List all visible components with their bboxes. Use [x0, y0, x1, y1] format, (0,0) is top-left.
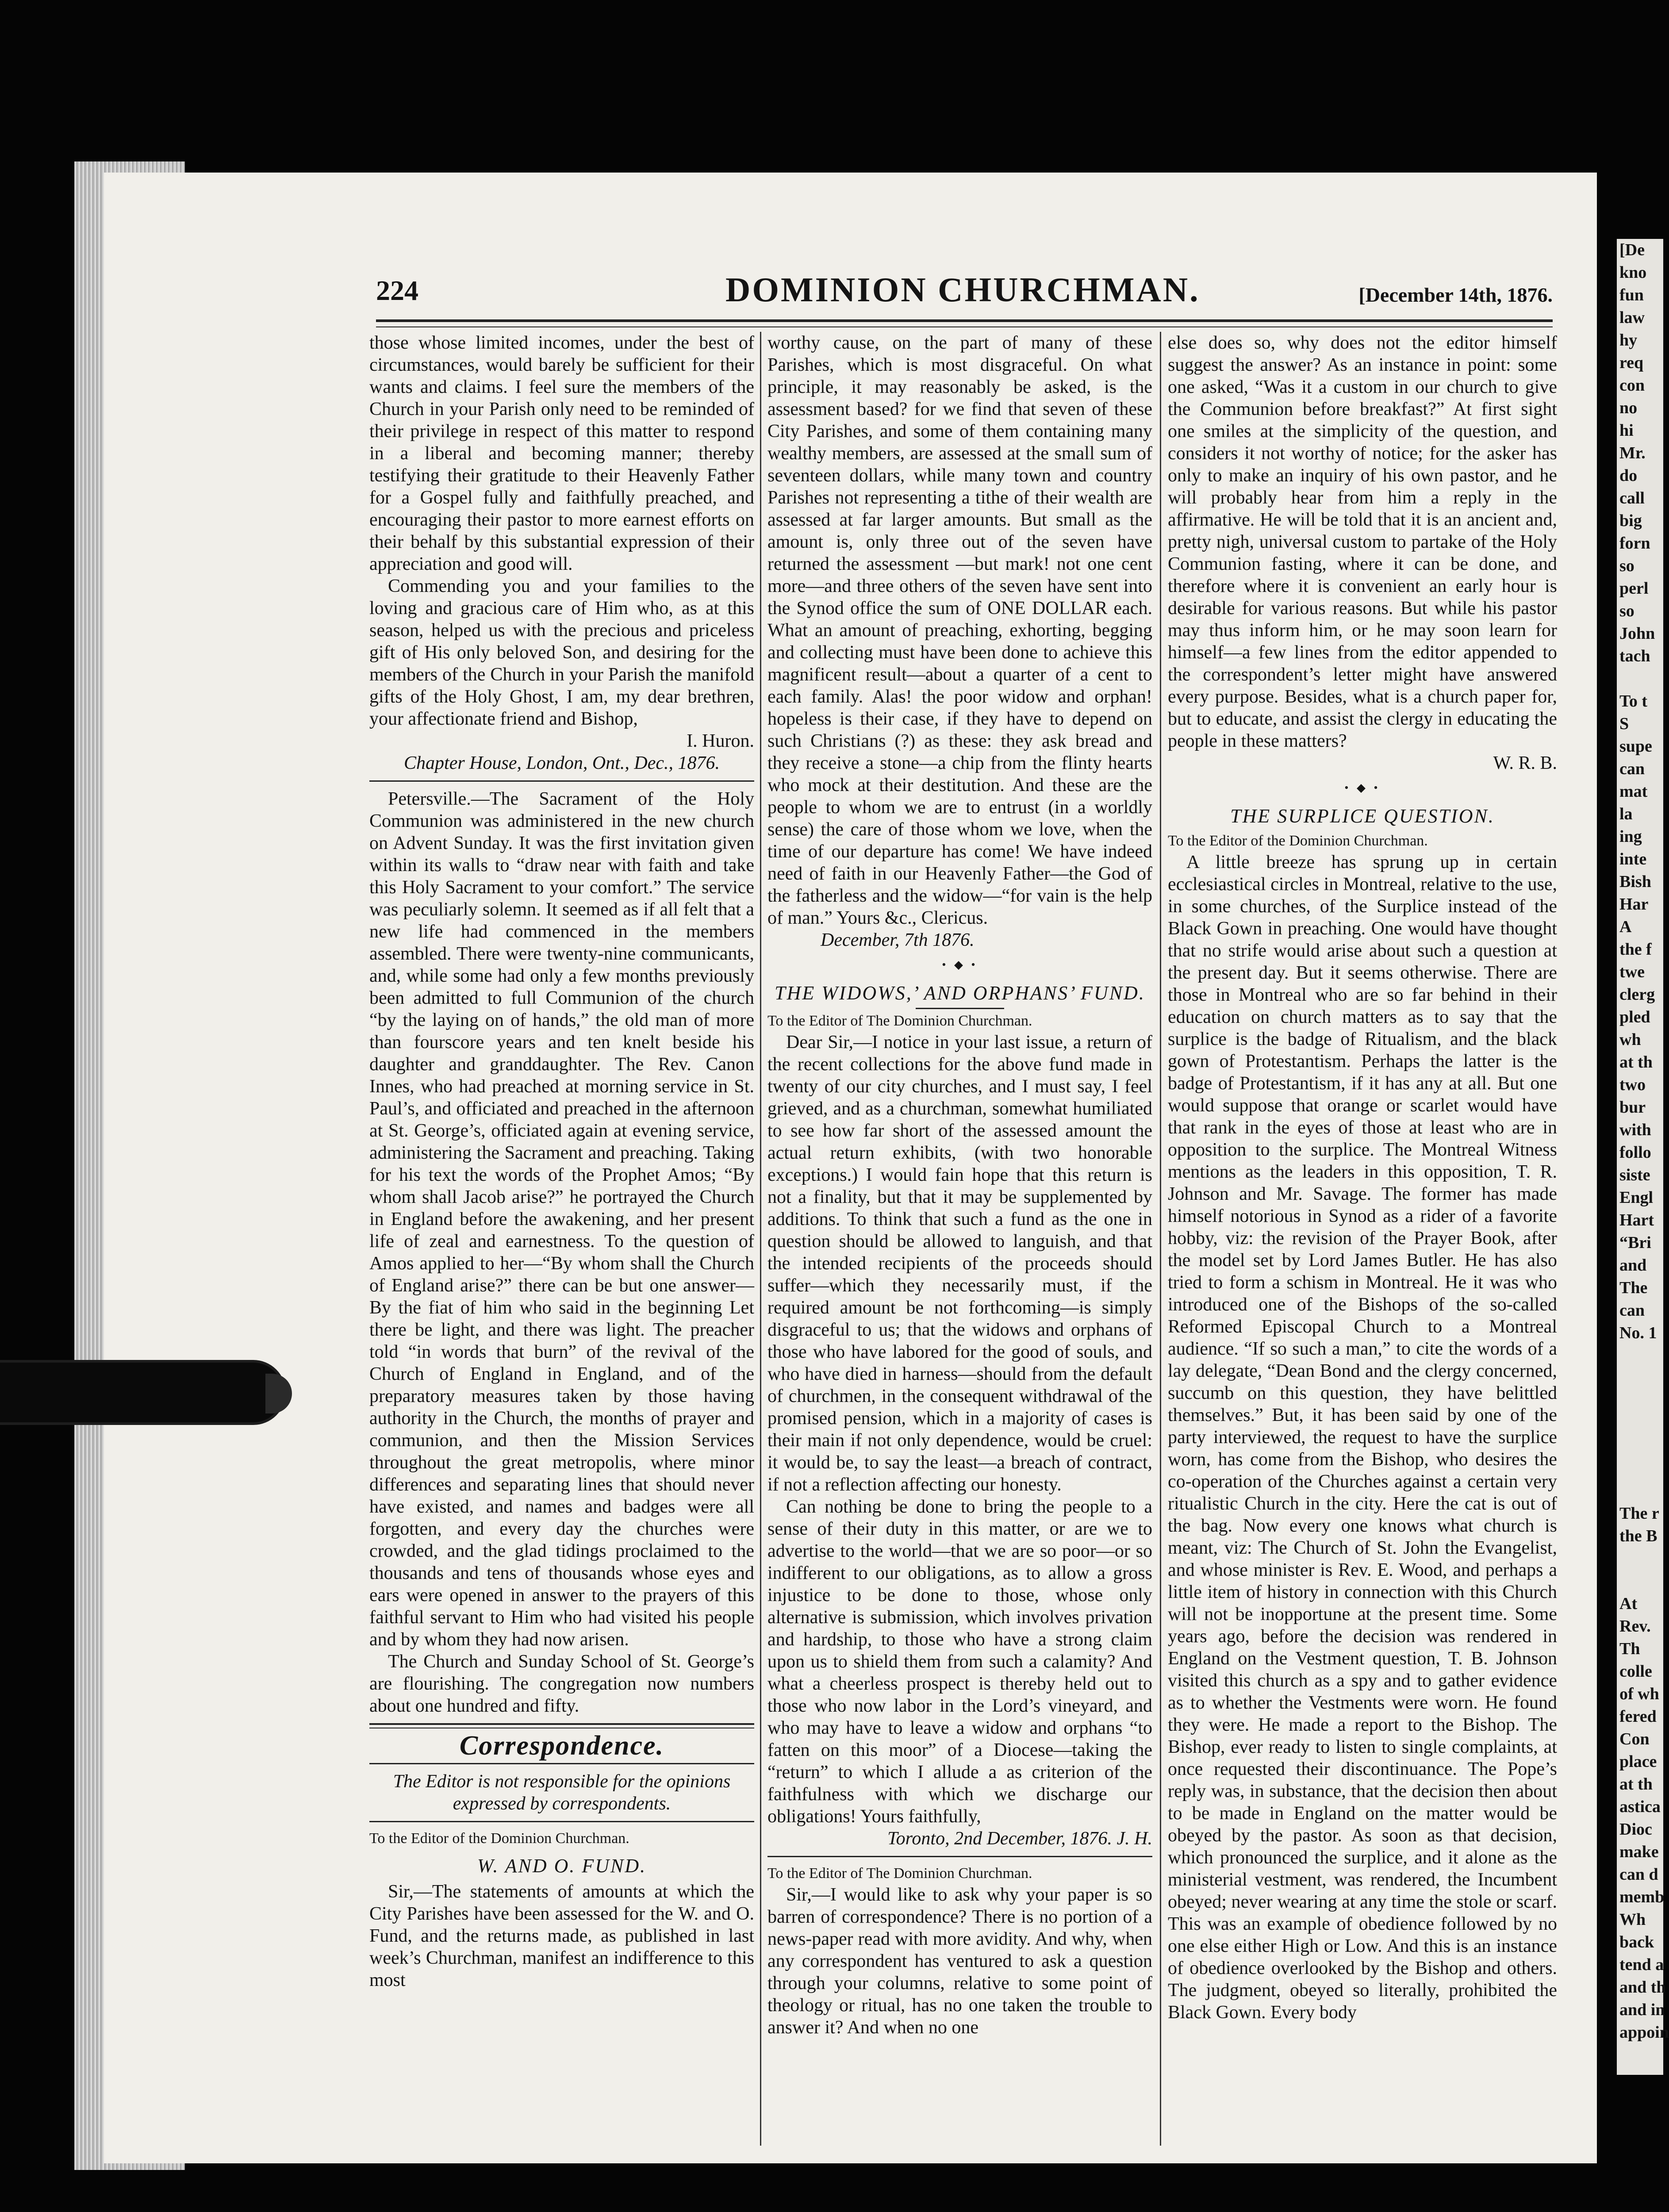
wo-fund-continuation: worthy cause, on the part of many of these Parishes, which is most disgraceful. On what principle, it may reasonably be asked, is the assessment based? for we find that seven of these City Parishes, and some of them containing many wealthy members, are assessed at the small sum of seventeen dollars, while many town and country Parishes not representing a tithe of their wealth are assessed at far larger amounts. But small as the amount is, only three out of the seven have returned the assessment —but mark! not one cent more—and three others of the seven have sent into the Synod office the sum of ONE DOLLAR each. What an amount of preaching, exhorting, begging and collecting must have been done to achieve this magnificent result—about a quarter of a cent to each family. Alas! the poor widow and orphan! hopeless is their case, if they have to depend on such Christians (?) as these: they ask bread and they receive a stone—a chip from the flinty hearts who mock at their destitution. And these are the people to whom we are to entrust (in a worldly sense) the care of those whom we love, when the time of our departure has come! We have indeed need of faith in our Heavenly Father—the God of the fatherless and the widow—“for vain is the help of man.” Yours &c., Clericus. — [767, 333, 1152, 928]
adjacent-page-fragment: [De — [1619, 241, 1645, 259]
adjacent-page-fragment: siste — [1619, 1166, 1650, 1184]
sunday-school-item: The Church and Sunday School of St. George’s are flourishing. The congregation now numbers about one hundred and fifty. — [369, 1651, 754, 1716]
adjacent-page-text — [1617, 239, 1669, 2075]
adjacent-page-fragment: two — [1619, 1075, 1646, 1094]
adjacent-page-fragment: The — [1619, 1279, 1648, 1297]
adjacent-page-fragment: and th — [1619, 1978, 1666, 1997]
adjacent-page-fragment — [1617, 1480, 1663, 1502]
adjacent-page-fragment: back — [1619, 1933, 1654, 1951]
wo-fund-heading: W. AND O. FUND. — [477, 1855, 647, 1877]
adjacent-page-fragment: S — [1619, 714, 1629, 733]
header-rule-thin — [376, 326, 1553, 327]
adjacent-page-fragment: tach — [1619, 647, 1650, 665]
to-editor-line: To the Editor of The Dominion Churchman. — [767, 1013, 1032, 1029]
adjacent-page-fragment: can — [1619, 1301, 1645, 1320]
correspondence-heading: Correspondence. — [459, 1731, 664, 1761]
barren-letter-continuation: else does so, why does not the editor himself suggest the answer? As an instance in point: some one asked, “Was it a custom in our church to give the Communion before breakfast?” At first sight one smiles at the simplicity of the question, and considers it not worthy of notice; for the asker has only to make an inquiry of his own pastor, and he will probably hear from him a reply in the affirmative. He will be told that it is an ancient and, pretty nigh, universal custom to partake of the Holy Communion fasting, where it can be done, and therefore where it is convenient an early hour is desirable for various reasons. But while his pastor may thus inform him, or he may soon learn for himself—a few lines from the editor appended to the correspondent’s letter might have answered every purpose. Besides, what is a church paper for, but to educate, and assist the clergy in educating the people in these matters? — [1168, 333, 1557, 751]
adjacent-page-fragment: con — [1619, 376, 1645, 395]
adjacent-page-fragment — [1617, 668, 1663, 690]
adjacent-page-fragment — [1617, 1367, 1663, 1390]
letter-signature: W. R. B. — [1493, 753, 1557, 773]
column-3 — [1168, 332, 1557, 2146]
barren-correspondence-letter: Sir,—I would like to ask why your paper is so barren of correspondence? There is no portion of a news-paper read with more avidity. And why, when any correspondent has ventured to ask a question through your columns, relative to some point of theology or ritual, has no one taken the trouble to answer it? And when no one — [767, 1885, 1152, 2038]
to-editor-line: To the Editor of the Dominion Churchman. — [369, 1830, 629, 1847]
adjacent-page-fragment: make — [1619, 1843, 1659, 1861]
adjacent-page-fragment: inte — [1619, 850, 1647, 868]
page-header — [376, 265, 1553, 319]
adjacent-page-fragment: To t — [1619, 692, 1648, 710]
adjacent-page-fragment: John — [1619, 624, 1655, 643]
to-editor-line: To the Editor of the Dominion Churchman. — [1168, 833, 1428, 849]
adjacent-page-fragment: with — [1619, 1121, 1651, 1139]
adjacent-page-fragment: colle — [1619, 1662, 1652, 1681]
wo-fund-letter: Sir,—The statements of amounts at which the City Parishes have been assessed for the W. and O. Fund, and the returns made, as published in last week’s Churchman, manifest an indifference to this most — [369, 1882, 754, 1990]
column-2 — [767, 332, 1152, 2146]
adjacent-page-fragment: so — [1619, 557, 1634, 575]
column-rule — [760, 332, 761, 2146]
adjacent-page-fragment: and — [1619, 1256, 1647, 1275]
adjacent-page-fragment: do — [1619, 466, 1638, 485]
adjacent-page-fragment: hi — [1619, 421, 1634, 440]
letter-place-date: Chapter House, London, Ont., Dec., 1876. — [404, 753, 720, 773]
adjacent-page-fragment: Dioc — [1619, 1820, 1652, 1839]
adjacent-page-fragment: Bish — [1619, 872, 1651, 891]
column-rule — [1160, 332, 1161, 2146]
adjacent-page-fragment: Engl — [1619, 1188, 1654, 1207]
adjacent-page-fragment: no — [1619, 399, 1638, 417]
adjacent-page-fragment: Hart — [1619, 1211, 1654, 1229]
adjacent-page-fragment: Mr. — [1619, 444, 1646, 462]
adjacent-page-fragment: No. 1 — [1619, 1324, 1657, 1342]
adjacent-page-fragment: wh — [1619, 1030, 1641, 1049]
adjacent-page-fragment — [1617, 1435, 1663, 1457]
widows-orphans-letter: Dear Sir,—I notice in your last issue, a return of the recent collections for the above fund made in twenty of our city churches, and I must say, I feel grieved, and as a churchman, somewhat humiliated to see how far short of the assessed amount the actual return exhibits, (with two honorable exceptions.) I would fain hope that this return is not a finality, but that it may be supplemented by additions. To think that such a fund as the one in question should be allowed to languish, and that the intended recipients of the proceeds should suffer—which they necessarily must, if the required amount be not forthcoming—is simply disgraceful to us; that the widows and orphans of those who have labored for the good of souls, and who have died in harness—should from the default of churchmen, in the consequent withdrawal of the promised pension, which in a majority of cases is their main if not only dependence, would be cruel: it would be, to say the least—a breach of contract, if not a reflection affecting our honesty. — [767, 1032, 1152, 1495]
pen-pointer — [0, 1363, 283, 1422]
adjacent-page-fragment: A — [1619, 918, 1632, 936]
adjacent-page-fragment: appoin — [1619, 2023, 1669, 2042]
adjacent-page-fragment: tend a — [1619, 1955, 1664, 1974]
adjacent-page-fragment: Con — [1619, 1730, 1650, 1748]
adjacent-page-fragment: at th — [1619, 1775, 1653, 1793]
column-1 — [369, 332, 754, 2146]
adjacent-page-fragment — [1617, 1344, 1663, 1367]
divider — [916, 1008, 1004, 1009]
adjacent-page-fragment: pled — [1619, 1008, 1650, 1026]
ornament-divider: • ◆ • — [1344, 781, 1381, 794]
adjacent-page-fragment: at th — [1619, 1053, 1653, 1071]
adjacent-page-fragment: At — [1619, 1594, 1638, 1613]
letter-signature: Toronto, 2nd December, 1876. J. H. — [887, 1828, 1152, 1849]
adjacent-page-fragment — [1617, 1457, 1663, 1480]
widows-orphans-heading: THE WIDOWS,’ AND ORPHANS’ FUND. — [775, 982, 1145, 1004]
masthead-title: DOMINION CHURCHMAN. — [725, 270, 1200, 309]
adjacent-page-fragment: the B — [1619, 1527, 1657, 1545]
adjacent-page-fragment: Wh — [1619, 1910, 1646, 1929]
header-rule — [376, 319, 1553, 322]
adjacent-page-fragment: “Bri — [1619, 1233, 1651, 1252]
adjacent-page-fragment — [1617, 1548, 1663, 1570]
adjacent-page-fragment: twe — [1619, 963, 1645, 981]
adjacent-page-fragment: Har — [1619, 895, 1649, 914]
bishop-letter-tail: those whose limited incomes, under the best of circumstances, would barely be sufficient for their wants and claims. I feel sure the members of the Church in your Parish only need to be reminded of their privilege in respect of this matter to respond in a liberal and becoming manner; thereby testifying their gratitude to their Heavenly Father for a Gospel fully and faithfully preached, and encouraging their pastor to more earnest efforts on their behalf by this substantial expression of their appreciation and good will. — [369, 333, 754, 574]
editor-notice: The Editor is not responsible for the opinions expressed by correspondents. — [393, 1771, 731, 1814]
letter-date: December, 7th 1876. — [821, 930, 975, 950]
adjacent-page-fragment: follo — [1619, 1143, 1651, 1162]
adjacent-page-fragment: big — [1619, 511, 1642, 530]
adjacent-page-fragment: perl — [1619, 579, 1649, 598]
adjacent-page-fragment: astica — [1619, 1797, 1661, 1816]
adjacent-page-fragment: Th — [1619, 1640, 1640, 1658]
adjacent-page-fragment: fun — [1619, 286, 1644, 304]
adjacent-page-fragment: memb — [1619, 1888, 1665, 1906]
adjacent-page-fragment: bur — [1619, 1098, 1646, 1117]
divider — [767, 1856, 1152, 1857]
adjacent-page-fragment: ing — [1619, 827, 1642, 846]
adjacent-page-fragment: call — [1619, 489, 1645, 507]
surplice-question-letter: A little breeze has sprung up in certain ecclesiastical circles in Montreal, relative to the use, in some churches, of the Surplice instead of the Black Gown in preaching. One would have thought that no strife would arise about such a question at the present day. But it seems otherwise. There are those in Montreal who are so far behind in their education on church matters as to say that the surplice is the badge of Ritualism, and the black gown of Protestantism. Perhaps the latter is the badge of Protestantism, if it has any at all. But one would suppose that orange or scarlet would have that rank in the eyes of those at least who are in opposition to the surplice. The Montreal Witness mentions as the leaders in this opposition, T. R. Johnson and Mr. Savage. The former has made himself notorious in Synod as a rider of a favorite hobby, viz: the revision of the Prayer Book, after the model set by Lord James Butler. He has also tried to form a schism in Montreal. He it was who introduced one of the Bishops of the so-called Reformed Episcopal Church to a Montreal audience. “If so such a man,” to cite the words of a lay delegate, “Dean Bond and the clergy concerned, succumb on this question, they have belittled themselves.” But, it has been said by one of the party interviewed, the request to have the surplice worn, has come from the Bishop, who desires the co-operation of the Churches against a certain very ritualistic Church in the city. Here the cat is out of the bag. Now every one knows what church is meant, viz: The Church of St. John the Evangelist, and whose minister is Rev. E. Wood, and perhaps a little item of history in connection with this Church will not be inopportune at the present time. Some years ago, before the decision was rendered in England on the Vestment question, T. B. Johnson visited this church as a spy and to gather evidence as to whether the Vestments were worn. He found they were. He made a report to the Bishop. The Bishop, ever ready to listen to single complaints, at once requested their discontinuance. The Pope’s reply was, in substance, that the decision then about to be made in England on the matter would be obeyed by the pastor. As soon as that decision, which pronounced the surplice, and it alone as the ministerial vestment, was rendered, the Incumbent obeyed; never wearing at any time the stole or scarf. This was an example of obedience followed by no one else either High or Low. And this is an instance of obedience overlooked by the Bishop and others. The judgment, obeyed so literally, prohibited the Black Gown. Every body — [1168, 852, 1557, 2023]
adjacent-page-fragment: The r — [1619, 1504, 1659, 1523]
adjacent-page-fragment: forn — [1619, 534, 1650, 553]
adjacent-page-fragment: la — [1619, 805, 1633, 823]
adjacent-page-fragment: mat — [1619, 782, 1648, 801]
adjacent-page-fragment: of wh — [1619, 1685, 1659, 1703]
adjacent-page-fragment: hy — [1619, 331, 1638, 349]
adjacent-page-fragment: the f — [1619, 940, 1652, 959]
divider — [369, 780, 754, 782]
petersville-item: Petersville.—The Sacrament of the Holy Communion was administered in the new church on Advent Sunday. It was the first invitation given within its walls to “draw near with faith and take this Holy Sacrament to your comfort.” The service was peculiarly solemn. It seemed as if all felt that a new life had commenced in the members assembled. There were twenty-nine communicants, and, while some had only a few months previously been admitted to full Communion of the church “by the laying on of hands,” the old man of more than fourscore years and ten knelt beside his daughter and granddaughter. The Rev. Canon Innes, who had preached at morning service in St. Paul’s, and officiated and preached in the afternoon at St. George’s, officiated again at evening service, administering the Sacrament and preaching. Taking for his text the words of the Prophet Amos; “By whom shall Jacob arise?” he portrayed the Church in England before the awakening, and her present life of zeal and earnestness. To the question of Amos applied to her—“By whom shall the Church of England arise?” there can be but one answer—By the fiat of him who said in the beginning Let there be light, and there was light. The preacher told “in words that burn” of the revival of the Church of England in England, and of the preparatory measures taken by those having authority in the Church, the months of prayer and communion, and then the Mission Services throughout the great metropolis, where minor differences and separating lines that should never have existed, and names and badges were all forgotten, and every day the churches were crowded, and the glad tidings proclaimed to the thousands and tens of thousands whose eyes and ears were opened in answer to the prayers of this faithful servant to Him who had visited his people and by whom they had now arisen. — [369, 789, 754, 1650]
surplice-question-heading: THE SURPLICE QUESTION. — [1230, 805, 1495, 827]
adjacent-page-fragment: kno — [1619, 263, 1647, 282]
adjacent-page-fragment: law — [1619, 308, 1645, 327]
adjacent-page-fragment: supe — [1619, 737, 1652, 756]
adjacent-page-fragment: so — [1619, 602, 1634, 620]
adjacent-page-fragment: can — [1619, 760, 1645, 778]
divider — [369, 1763, 754, 1764]
adjacent-page-fragment: Rev. — [1619, 1617, 1651, 1636]
bishop-signature: I. Huron. — [687, 731, 754, 751]
bishop-letter-close: Commending you and your families to the loving and gracious care of Him who, as at this season, helped us with the precious and priceless gift of His only beloved Son, and desiring for the members of the Church in your Parish the manifold gifts of the Holy Ghost, I am, my dear brethren, your affectionate friend and Bishop, — [369, 576, 754, 729]
adjacent-page-fragment — [1617, 1570, 1663, 1593]
adjacent-page-fragment: place — [1619, 1752, 1657, 1771]
adjacent-page-fragment: req — [1619, 353, 1644, 372]
page-number: 224 — [376, 275, 418, 306]
adjacent-page-fragment — [1617, 1412, 1663, 1435]
widows-orphans-letter-2: Can nothing be done to bring the people to a sense of their duty in this matter, or are we to advertise to the world—that we are so poor—or so indifferent to our obligations, as to allow a gross injustice to be done to those, whose only alternative is submission, which involves privation and hardship, to those who have a strong claim upon us to shield them from such a calamity? And what a cheerless prospect is thereby held out to those who now labor in the Lord’s vineyard, and who may have to leave a widow and orphans “to fatten on this moor” of a Diocese—taking the “return” to which I allude a as criterion of the faithfulness with which we discharge our obligations! Yours faithfully, — [767, 1497, 1152, 1827]
to-editor-line: To the Editor of The Dominion Churchman. — [767, 1865, 1032, 1882]
adjacent-page-fragment: can d — [1619, 1865, 1658, 1884]
adjacent-page-fragment: and in — [1619, 2001, 1665, 2019]
adjacent-page-fragment: fered — [1619, 1707, 1657, 1726]
divider — [369, 1723, 754, 1728]
divider — [369, 1821, 754, 1822]
adjacent-page-fragment — [1617, 1390, 1663, 1412]
issue-date: [December 14th, 1876. — [1358, 284, 1553, 306]
adjacent-page-fragment: clerg — [1619, 985, 1655, 1004]
ornament-divider: • ◆ • — [942, 958, 978, 971]
